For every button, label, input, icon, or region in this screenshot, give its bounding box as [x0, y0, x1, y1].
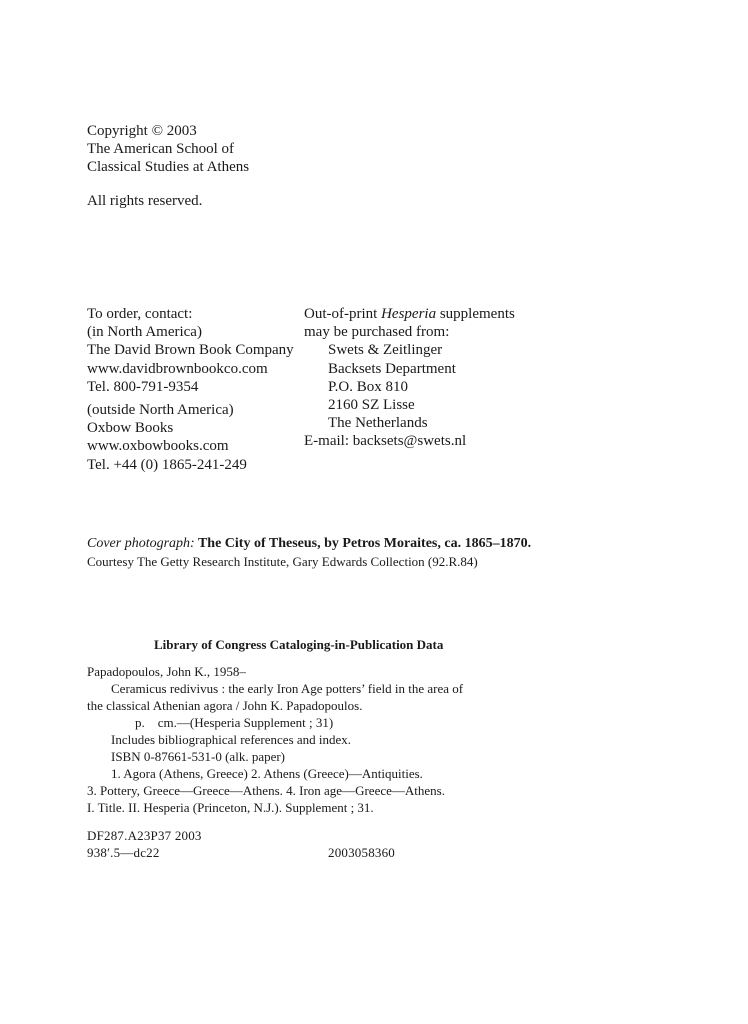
address-line-5: The Netherlands [328, 415, 428, 432]
cip-isbn: ISBN 0-87661-531-0 (alk. paper) [111, 749, 286, 764]
outside-website: www.oxbowbooks.com [87, 438, 229, 455]
cip-subjects-line3: I. Title. II. Hesperia (Princeton, N.J.). Supplement ; 31. [87, 800, 374, 815]
copyright-block [87, 122, 249, 177]
out-of-print-block [304, 305, 515, 451]
cover-caption [87, 535, 531, 553]
purchase-line: may be purchased from: [304, 324, 450, 341]
north-america-website: www.davidbrownbookco.com [87, 360, 268, 377]
dewey-number: 938′.5—dc22 [87, 845, 160, 860]
cip-subjects-line2: 3. Pottery, Greece—Greece—Athens. 4. Iron age—Greece—Athens. [87, 783, 445, 798]
cip-record [87, 663, 463, 816]
north-america-company: The David Brown Book Company [87, 342, 294, 359]
cip-author: Papadopoulos, John K., 1958– [87, 664, 246, 679]
call-number-block [87, 827, 202, 861]
cip-bibliography: Includes bibliographical references and index. [111, 732, 352, 747]
cover-photo-credit [87, 535, 531, 570]
order-heading: To order, contact: [87, 306, 193, 322]
cip-title-line2: the classical Athenian agora / John K. Papadopoulos. [87, 698, 363, 713]
outside-company: Oxbow Books [87, 420, 174, 437]
cip-title-line1: Ceramicus redivivus : the early Iron Age potters’ field in the area of [111, 681, 464, 696]
order-contact-block [87, 305, 294, 474]
out-of-print-prefix: Out-of-print [304, 306, 382, 322]
outside-phone: Tel. +44 (0) 1865-241-249 [87, 456, 247, 473]
cip-heading: Library of Congress Cataloging-in-Publication Data [154, 637, 444, 652]
cover-caption-text: The City of Theseus, by Petros Moraites, ca. 1865–1870. [194, 536, 532, 551]
out-of-print-suffix: supplements [436, 306, 515, 322]
email-line: E-mail: backsets@swets.nl [304, 433, 467, 450]
cover-courtesy: Courtesy The Getty Research Institute, Gary Edwards Collection (92.R.84) [87, 553, 478, 569]
address-line-4: 2160 SZ Lisse [328, 397, 415, 414]
lc-call-number: DF287.A23P37 2003 [87, 828, 202, 843]
rights-statement [87, 192, 202, 210]
address-line-2: Backsets Department [328, 360, 456, 377]
out-of-print-heading [304, 305, 515, 323]
cip-subjects-line1: 1. Agora (Athens, Greece) 2. Athens (Greece)—Antiquities. [111, 766, 423, 781]
copyright-holder-line2: Classical Studies at Athens [87, 159, 250, 176]
copyright-holder-line1: The American School of [87, 141, 235, 158]
address-line-1: Swets & Zeitlinger [328, 342, 443, 359]
cover-label: Cover photograph: [87, 536, 195, 551]
hesperia-title: Hesperia [381, 306, 437, 322]
copyright-line: Copyright © 2003 [87, 123, 197, 139]
address-line-3: P.O. Box 810 [328, 378, 409, 395]
north-america-phone: Tel. 800-791-9354 [87, 378, 199, 395]
lccn-number: 2003058360 [328, 845, 395, 860]
north-america-label: (in North America) [87, 324, 202, 341]
cip-series: p. cm.—(Hesperia Supplement ; 31) [135, 715, 334, 730]
rights-text: All rights reserved. [87, 193, 203, 209]
outside-north-america-label: (outside North America) [87, 402, 234, 419]
